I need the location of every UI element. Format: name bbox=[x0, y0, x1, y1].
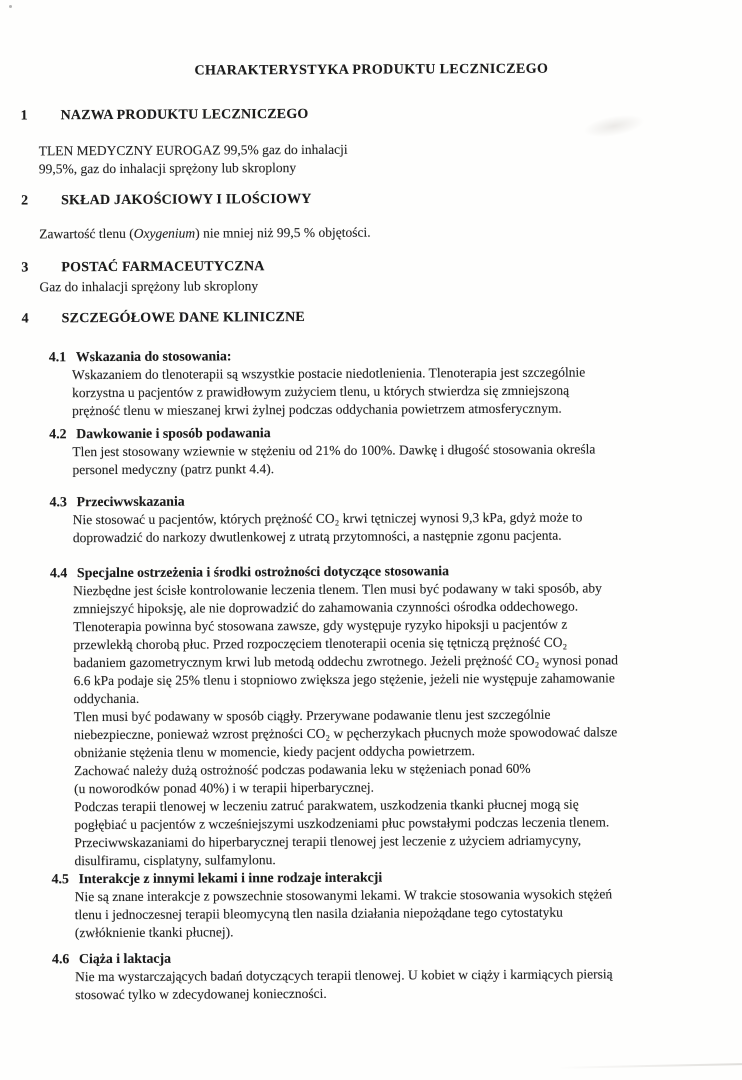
section-body: TLEN MEDYCZNY EUROGAZ 99,5% gaz do inhalacji 99,5%, gaz do inhalacji sprężony lub skroplony bbox=[38, 141, 348, 177]
section-heading: SZCZEGÓŁOWE DANE KLINICZNE bbox=[61, 309, 305, 327]
subsection-4-2-dawkowanie bbox=[2, 422, 742, 480]
subsection-heading: Interakcje z innymi lekami i inne rodzaje interakcji bbox=[78, 869, 383, 887]
section-number: 1 bbox=[20, 108, 28, 124]
body-text: Zawartość tlenu ( bbox=[39, 225, 134, 242]
subsection-body: Nie stosować u pacjentów, których prężność CO₂ krwi tętniczej wynosi 9,3 kPa, gdyż może to doprowadzić do narkozy dwutlenkowej z utratą przytomności, a następnie zgonu pacjenta. bbox=[72, 509, 583, 546]
page-title: CHARAKTERYSTYKA PRODUKTU LECZNICZEGO bbox=[194, 61, 549, 79]
subsection-heading: Ciąża i laktacja bbox=[78, 950, 172, 967]
subsection-body: Tlen jest stosowany wziewnie w stężeniu od 21% do 100%. Dawkę i długość stosowania określa personel medyczny (patrz punkt 4.4). bbox=[72, 441, 596, 478]
subsection-body: Wskazaniem do tlenoterapii są wszystkie postacie niedotlenienia. Tlenoterapia jest szczególnie korzystna u pacjentów z prawidłowym zużyciem tlenu, u których stwierdza się zmniejszoną prężność tlenu w mieszanej krwi żylnej podczas oddychania powietrzem atmosferycznym. bbox=[71, 364, 586, 419]
section-number: 4 bbox=[21, 311, 29, 327]
section-heading: NAZWA PRODUKTU LECZNICZEGO bbox=[60, 106, 309, 124]
latin-drug-name: Oxygenium bbox=[133, 225, 196, 241]
subsection-heading: Wskazania do stosowania: bbox=[75, 348, 232, 365]
section-2-sklad bbox=[1, 189, 742, 244]
subsection-number: 4.1 bbox=[48, 349, 67, 365]
subsection-4-1-wskazania bbox=[2, 345, 742, 421]
section-number: 3 bbox=[21, 260, 29, 276]
section-1-nazwa-produktu bbox=[1, 104, 742, 179]
subsection-body: Nie są znane interakcje z powszechnie stosowanymi lekami. W trakcie stosowania wysokich stężeń tlenu i jednoczesnej terapii bleomycyną tlen nasila działania niepożądane tego cytostatyku (zwłóknienie tkanki płucnej). bbox=[74, 886, 613, 941]
subsection-heading: Dawkowanie i sposób podawania bbox=[76, 425, 271, 442]
subsection-4-5-interakcje bbox=[5, 867, 742, 943]
subsection-body: Niezbędne jest ścisłe kontrolowanie leczenia tlenem. Tlen musi być podawany w taki sposób, aby zmniejszyć hipoksję, ale nie doprowadzić do zahamowania czynności ośrodka oddechowego. Tlenoterapia powinna być stosowana zawsze, gdy występuje ryzyko hipoksji u pacjentów z przewlekłą chorobą płuc. Przed rozpoczęciem tlenoterapii ocenia się tętniczą prężność CO₂ badaniem gazometrycznym krwi lub metodą oddechu zwrotnego. Jeżeli prężność CO₂ wynosi ponad 6.6 kPa podaje się 25% tlenu i stopniowo zwiększa jego stężenie, jeżeli nie występuje zahamowanie oddychania. Tlen musi być podawany w sposób ciągły. Przerywane podawanie tlenu jest szczególnie niebezpieczne, ponieważ wzrost prężności CO₂ w pęcherzykach płucnych może spowodować dalsze obniżanie stężenia tlenu w momencie, kiedy pacjent oddycha powietrzem. Zachować należy dużą ostrożność podczas podawania leku w stężeniach ponad 60% (u noworodków ponad 40%) i w terapii hiperbarycznej. Podczas terapii tlenowej w leczeniu zatruć parakwatem, uszkodzenia tkanki płucnej mogą się pogłębiać u pacjentów z wcześniejszymi uszkodzeniami płuc powstałymi podczas leczenia tlenem. Przeciwwskazaniami do hiperbarycznej terapii tlenowej jest leczenie z użyciem adriamycyny, disulfiramu, cisplatyny, sulfamylonu. bbox=[73, 580, 619, 869]
body-text: ) nie mniej niż 99,5 % objętości. bbox=[195, 224, 371, 241]
section-heading: SKŁAD JAKOŚCIOWY I ILOŚCIOWY bbox=[61, 191, 312, 209]
subsection-number: 4.2 bbox=[49, 426, 67, 442]
subsection-heading: Specjalne ostrzeżenia i środki ostrożności dotyczące stosowania bbox=[76, 563, 449, 581]
subsection-number: 4.6 bbox=[51, 951, 70, 967]
section-4-dane-kliniczne bbox=[2, 307, 742, 329]
subsection-number: 4.5 bbox=[51, 871, 69, 887]
subsection-4-4-ostrzezenia bbox=[3, 561, 742, 871]
subsection-body: Nie ma wystarczających badań dotyczących terapii tlenowej. U kobiet w ciąży i karmiących piersią stosować tylko w zdecydowanej konieczności. bbox=[75, 966, 613, 1003]
section-number: 2 bbox=[21, 193, 29, 209]
subsection-4-3-przeciwwskazania bbox=[3, 490, 742, 548]
scan-edge-line-artifact bbox=[557, 1063, 742, 1069]
section-body: Gaz do inhalacji sprężony lub skroplony bbox=[39, 278, 259, 295]
subsection-heading: Przeciwwskazania bbox=[76, 493, 185, 510]
section-body bbox=[39, 222, 713, 244]
subsection-number: 4.4 bbox=[49, 565, 68, 581]
subsection-4-6-ciaza-laktacja bbox=[5, 947, 742, 1005]
section-heading: POSTAĆ FARMACEUTYCZNA bbox=[61, 259, 265, 276]
section-3-postac bbox=[1, 256, 742, 297]
subsection-number: 4.3 bbox=[49, 494, 67, 510]
